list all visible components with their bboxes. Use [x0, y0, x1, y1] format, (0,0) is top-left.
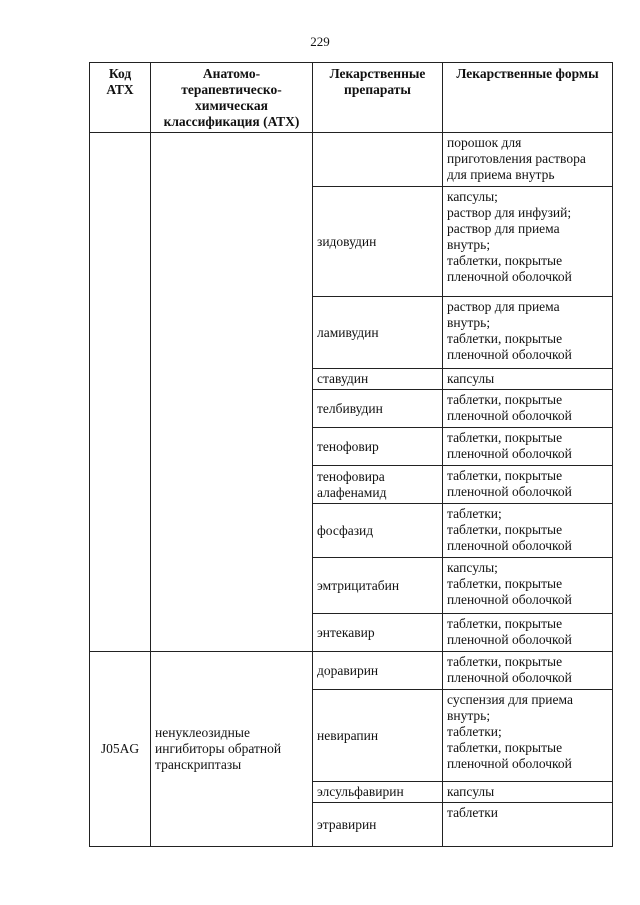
- drug-forms: капсулы: [443, 369, 613, 390]
- drug-name: этравирин: [313, 803, 443, 847]
- drug-name: тенофовир: [313, 428, 443, 466]
- drug-forms: порошок для приготовления раствора для приема внутрь: [443, 133, 613, 187]
- atc-code: J05AG: [90, 652, 151, 847]
- drug-forms: таблетки: [443, 803, 613, 847]
- header-code: Код АТХ: [90, 63, 151, 133]
- page-number: 229: [310, 34, 330, 49]
- drug-name: невирапин: [313, 690, 443, 782]
- header-drugs: Лекарственные препараты: [313, 63, 443, 133]
- drug-forms: таблетки, покрытые пленочной оболочкой: [443, 390, 613, 428]
- drug-name: зидовудин: [313, 187, 443, 297]
- drug-forms: капсулы; раствор для инфузий; раствор для приема внутрь; таблетки, покрытые пленочной оболочкой: [443, 187, 613, 297]
- drug-forms: таблетки; таблетки, покрытые пленочной оболочкой: [443, 504, 613, 558]
- drug-name: доравирин: [313, 652, 443, 690]
- drug-forms: суспензия для приема внутрь; таблетки; таблетки, покрытые пленочной оболочкой: [443, 690, 613, 782]
- drug-name: эмтрицитабин: [313, 558, 443, 614]
- drug-forms: таблетки, покрытые пленочной оболочкой: [443, 652, 613, 690]
- drug-forms: таблетки, покрытые пленочной оболочкой: [443, 614, 613, 652]
- atc-group-name: ненуклеозидные ингибиторы обратной транскриптазы: [151, 652, 313, 847]
- drug-forms: раствор для приема внутрь; таблетки, покрытые пленочной оболочкой: [443, 297, 613, 369]
- drug-name: тенофовира алафенамид: [313, 466, 443, 504]
- drug-table: [89, 62, 613, 847]
- drug-name: [313, 133, 443, 187]
- header-classification: Анатомо-терапевтическо-химическая классификация (АТХ): [151, 63, 313, 133]
- drug-name: энтекавир: [313, 614, 443, 652]
- drug-name: ставудин: [313, 369, 443, 390]
- drug-forms: капсулы: [443, 782, 613, 803]
- drug-forms: капсулы; таблетки, покрытые пленочной оболочкой: [443, 558, 613, 614]
- drug-forms: таблетки, покрытые пленочной оболочкой: [443, 466, 613, 504]
- empty-code-cell: [90, 133, 151, 652]
- header-forms: Лекарственные формы: [443, 63, 613, 133]
- drug-name: элсульфавирин: [313, 782, 443, 803]
- drug-name: ламивудин: [313, 297, 443, 369]
- table-row: [90, 133, 613, 187]
- table-row: [90, 652, 613, 690]
- empty-group-cell: [151, 133, 313, 652]
- drug-name: фосфазид: [313, 504, 443, 558]
- drug-forms: таблетки, покрытые пленочной оболочкой: [443, 428, 613, 466]
- table-header-row: [90, 63, 613, 133]
- drug-name: телбивудин: [313, 390, 443, 428]
